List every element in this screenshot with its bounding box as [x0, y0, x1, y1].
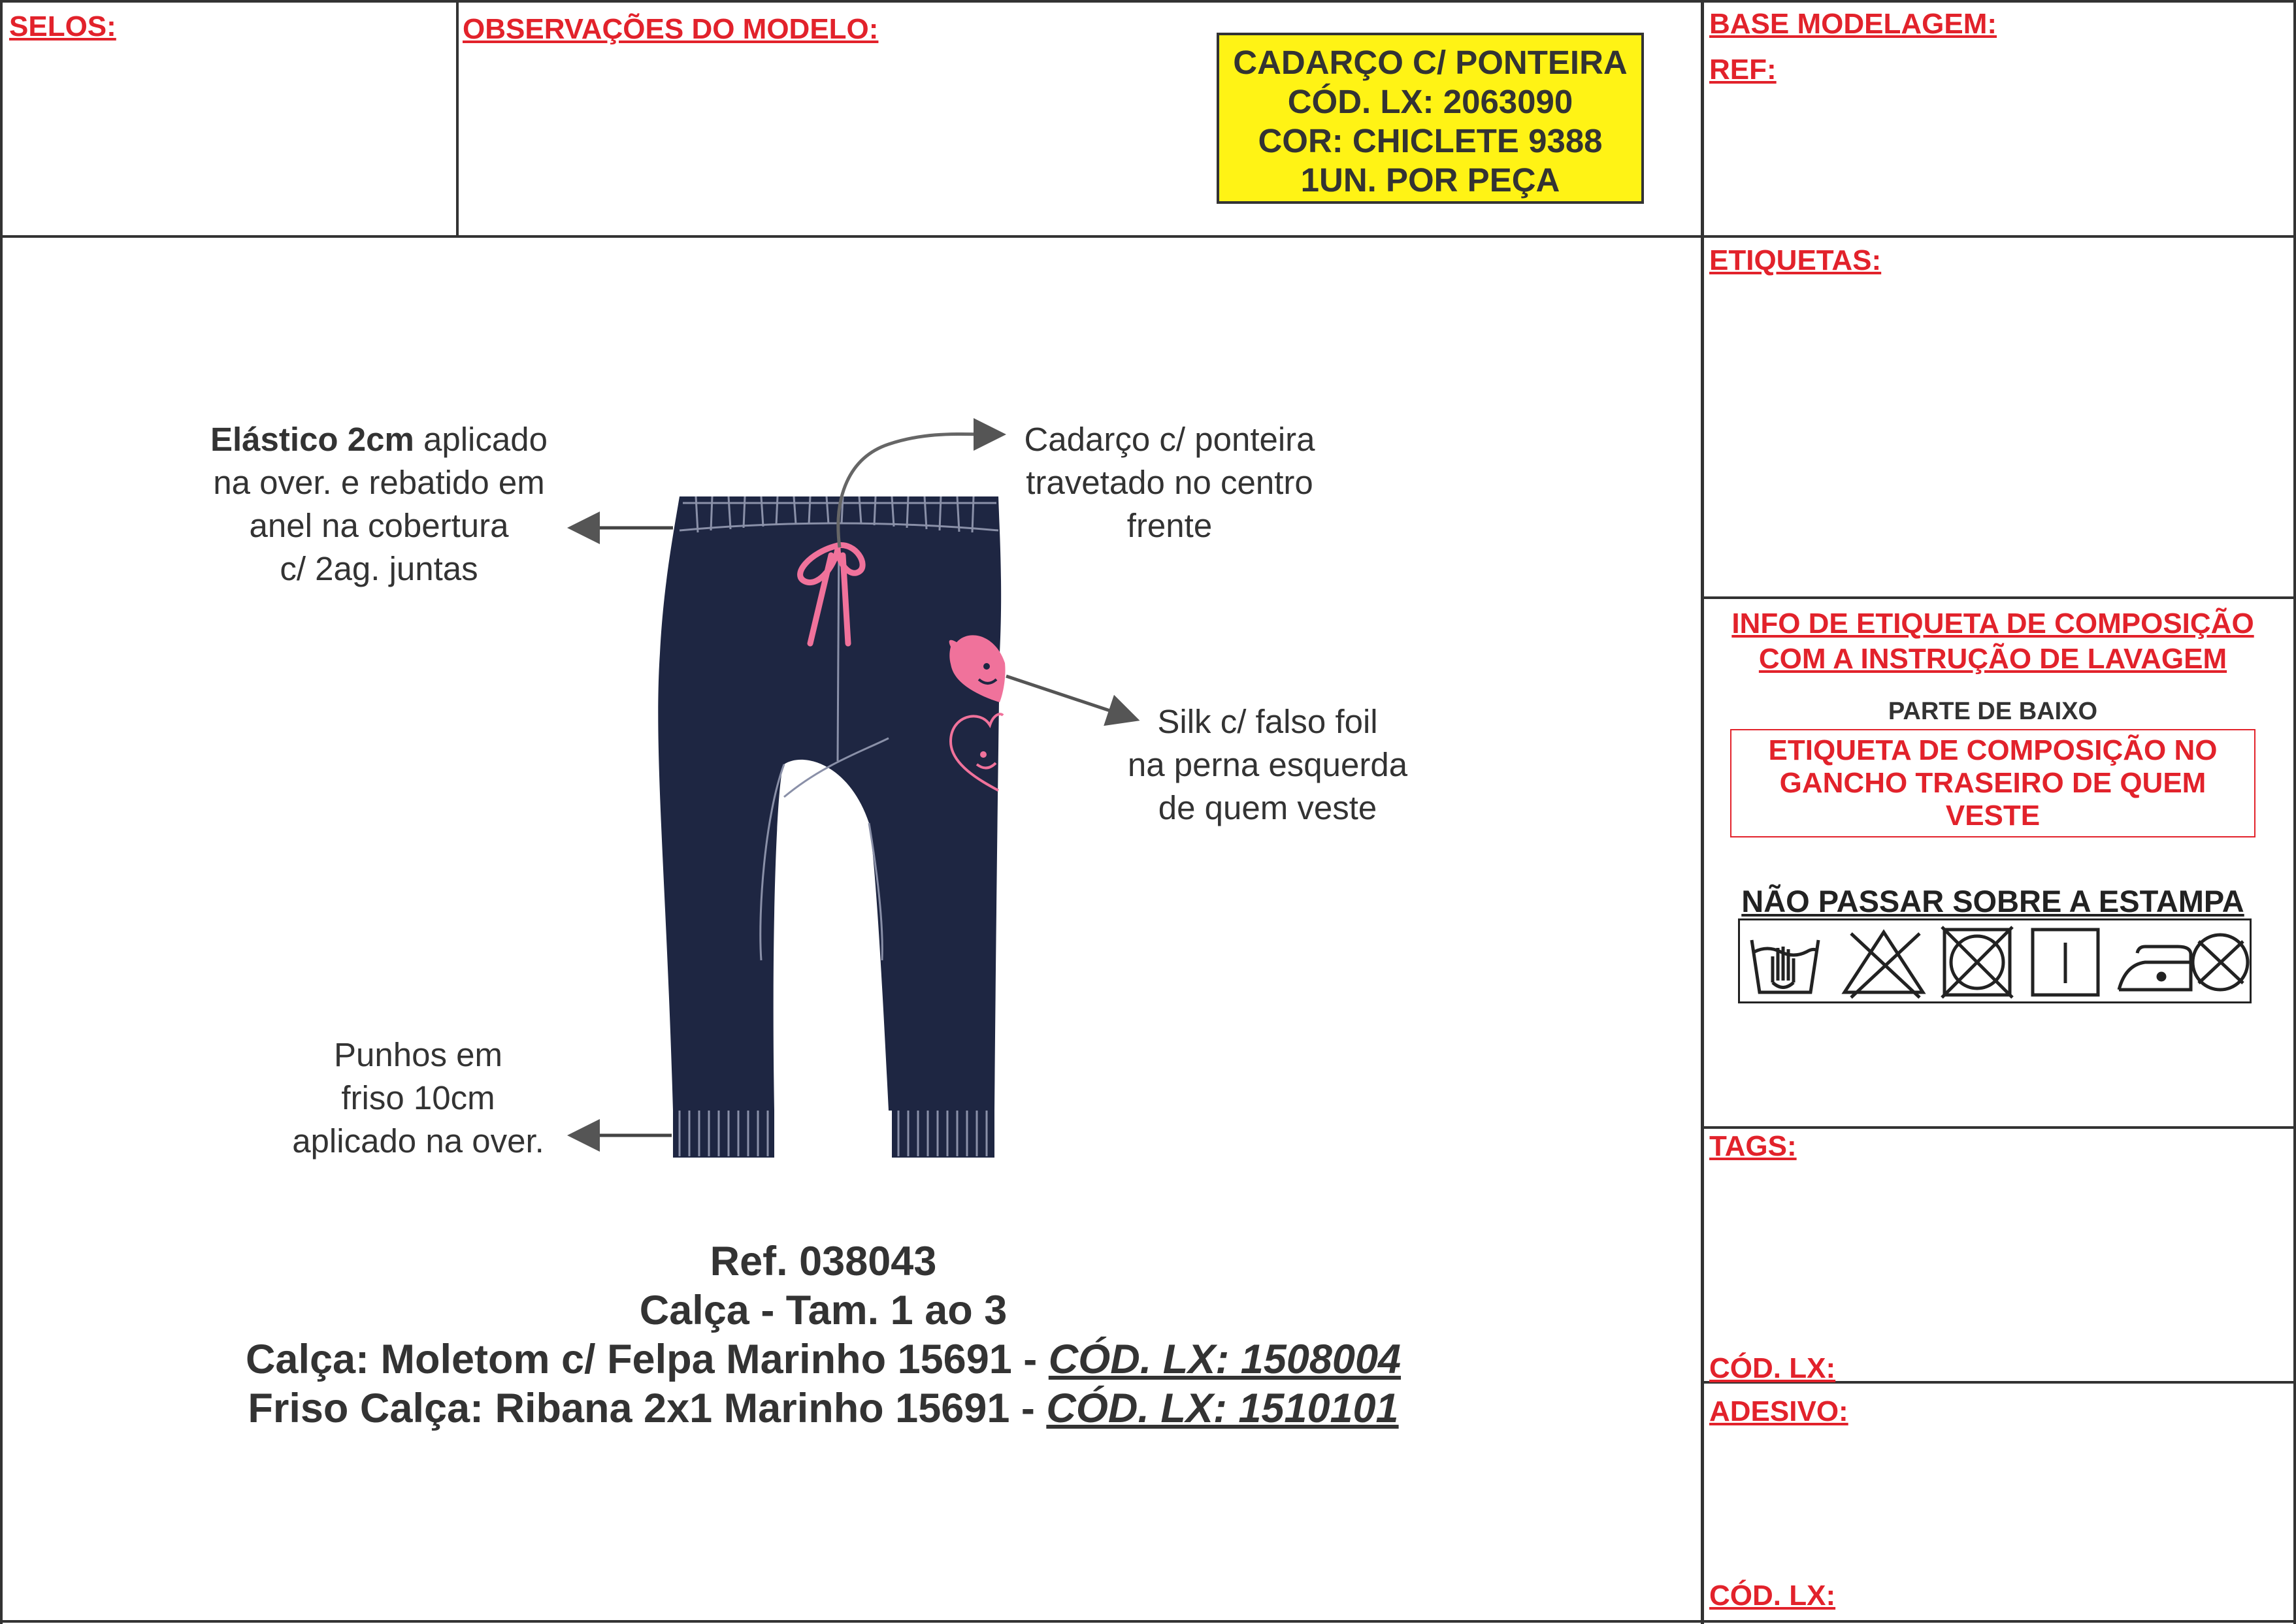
adesivo-label: ADESIVO: — [1709, 1395, 1848, 1427]
outer-border-bottom — [0, 1620, 2296, 1623]
adesivo-cod-lx-label: CÓD. LX: — [1709, 1580, 1836, 1612]
tags-cod-lx-label: CÓD. LX: — [1709, 1352, 1836, 1384]
highlight-line-4: 1UN. POR PEÇA — [1300, 161, 1560, 199]
composition-label-box — [1730, 729, 2255, 837]
parte-de-baixo-label: PARTE DE BAIXO — [1888, 698, 2098, 725]
etiquetas-label: ETIQUETAS: — [1709, 244, 1882, 276]
tags-label: TAGS: — [1709, 1130, 1797, 1162]
comp-line-3: VESTE — [1945, 800, 2041, 832]
fabric-line-1 — [157, 1335, 1490, 1384]
sidebar-divider-etiquetas — [1702, 596, 2296, 599]
pants-body — [658, 496, 1001, 1111]
base-modelagem-label: BASE MODELAGEM: — [1709, 8, 1997, 40]
elastic-annotation-line-3: anel na cobertura — [249, 507, 509, 544]
silk-annotation-line-2: na perna esquerda — [1127, 746, 1408, 783]
no-iron-on-print-warning: NÃO PASSAR SOBRE A ESTAMPA — [1741, 884, 2244, 918]
no-dry-clean-icon — [2193, 935, 2248, 990]
comp-line-2: GANCHO TRASEIRO DE QUEM — [1779, 767, 2206, 799]
highlight-line-1: CADARÇO C/ PONTEIRA — [1233, 44, 1628, 81]
fabric-2-text: Friso Calça: Ribana 2x1 Marinho 15691 - — [248, 1386, 1047, 1431]
drawstring-annotation-line-2: travetado no centro — [1026, 464, 1313, 501]
cuff-annotation-line-2: friso 10cm — [341, 1079, 495, 1116]
drawstring-annotation — [980, 418, 1359, 547]
care-symbols-box — [1738, 918, 2252, 1003]
fabric-1-text: Calça: Moletom c/ Felpa Marinho 15691 - — [245, 1337, 1049, 1382]
elastic-bold-text: Elástico 2cm — [210, 421, 414, 458]
comp-line-1: ETIQUETA DE COMPOSIÇÃO NO — [1768, 734, 2218, 766]
sidebar-divider-tags — [1702, 1126, 2296, 1129]
left-cuff — [673, 1111, 774, 1158]
highlight-line-3: COR: CHICLETE 9388 — [1258, 122, 1603, 159]
silk-annotation-line-1: Silk c/ falso foil — [1157, 703, 1378, 740]
elastic-annotation — [144, 418, 614, 591]
product-ref: Ref. 038043 — [710, 1239, 937, 1284]
iron-low-icon — [2119, 947, 2191, 990]
no-tumble-dry-icon — [1942, 927, 2012, 998]
cuff-annotation-line-3: aplicado na over. — [292, 1122, 544, 1160]
drawstring-annotation-line-1: Cadarço c/ ponteira — [1024, 421, 1315, 458]
product-name: Calça - Tam. 1 ao 3 — [639, 1288, 1008, 1333]
cuff-annotation — [222, 1033, 614, 1163]
silk-annotation — [1078, 700, 1457, 830]
elastic-annotation-line-4: c/ 2ag. juntas — [280, 550, 478, 587]
elastic-rest-text: aplicado — [414, 421, 548, 458]
observacoes-label: OBSERVAÇÕES DO MODELO: — [463, 13, 879, 45]
line-dry-icon — [2033, 930, 2098, 995]
cuff-annotation-line-1: Punhos em — [334, 1036, 502, 1073]
elastic-annotation-line-1 — [144, 418, 614, 461]
no-bleach-icon — [1845, 932, 1923, 998]
hand-wash-icon — [1752, 940, 1818, 992]
fabric-1-code: CÓD. LX: 1508004 — [1048, 1337, 1402, 1382]
ref-label: REF: — [1709, 54, 1777, 86]
composition-info-title — [1705, 606, 2280, 677]
care-symbols — [1740, 920, 2250, 1001]
fabric-2-code: CÓD. LX: 1510101 — [1046, 1386, 1399, 1431]
drawstring-annotation-line-3: frente — [1126, 507, 1213, 544]
selos-label: SELOS: — [9, 10, 116, 42]
silk-annotation-line-3: de quem veste — [1158, 789, 1377, 826]
elastic-annotation-line-2: na over. e rebatido em — [213, 464, 545, 501]
info-title-line-2: COM A INSTRUÇÃO DE LAVAGEM — [1758, 643, 2227, 675]
fabric-line-2 — [157, 1384, 1490, 1433]
product-description — [157, 1237, 1490, 1433]
highlight-line-2: CÓD. LX: 2063090 — [1287, 83, 1573, 120]
info-title-line-1: INFO DE ETIQUETA DE COMPOSIÇÃO — [1731, 608, 2254, 640]
